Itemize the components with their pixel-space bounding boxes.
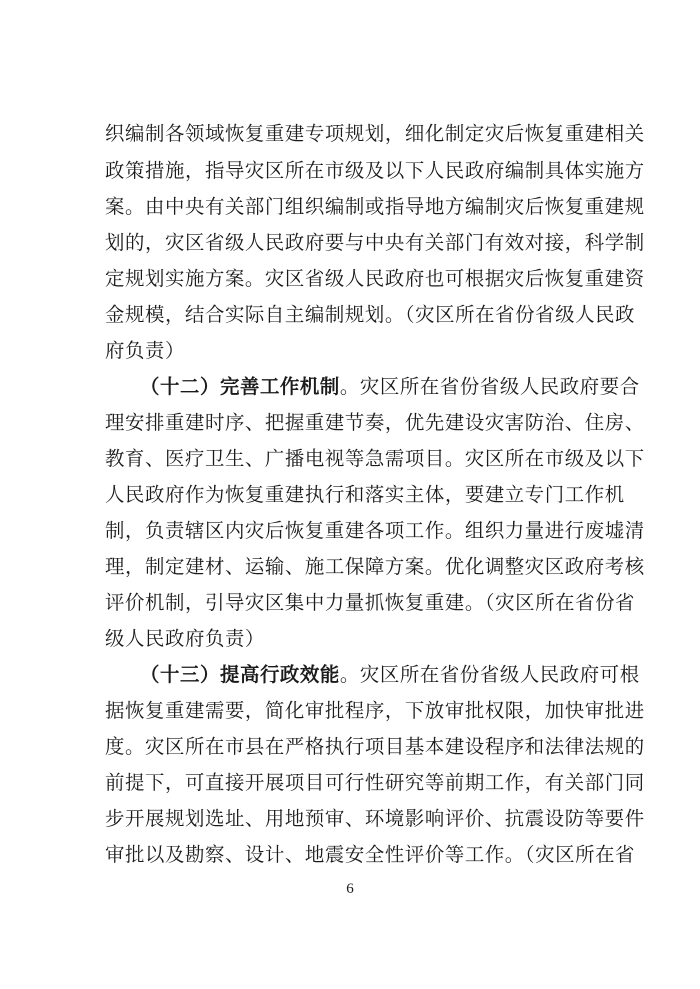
paragraph-line: 理安排重建时序、把握重建节奏，优先建设灾害防治、住房、 (105, 411, 645, 434)
paragraph-line: 教育、医疗卫生、广播电视等急需项目。灾区所在市级及以下 (105, 447, 645, 470)
paragraph-line: 审批以及勘察、设计、地震安全性评价等工作。（灾区所在省 (105, 843, 636, 866)
page-number: 6 (346, 881, 354, 897)
paragraph-line: 度。灾区所在市县在严格执行项目基本建设程序和法律法规的 (105, 735, 645, 758)
paragraph-line: 府负责） (105, 339, 185, 362)
paragraph-line: 政策措施，指导灾区所在市级及以下人民政府编制具体实施方 (105, 159, 645, 182)
paragraph-line: 人民政府作为恢复重建执行和落实主体，要建立专门工作机 (105, 483, 625, 506)
paragraph-text: 。灾区所在省份省级人民政府要合 (339, 375, 640, 398)
paragraph-line: 前提下，可直接开展项目可行性研究等前期工作，有关部门同 (105, 771, 645, 794)
paragraph-line: 案。由中央有关部门组织编制或指导地方编制灾后恢复重建规 (105, 195, 645, 218)
paragraph-line: 步开展规划选址、用地预审、环境影响评价、抗震设防等要件 (105, 807, 645, 830)
paragraph-line: 织编制各领域恢复重建专项规划，细化制定灾后恢复重建相关 (105, 122, 645, 145)
paragraph-line: 划的，灾区省级人民政府要与中央有关部门有效对接，科学制 (105, 231, 645, 254)
paragraph-line: 评价机制，引导灾区集中力量抓恢复重建。（灾区所在省份省 (105, 591, 636, 614)
paragraph-line: 定规划实施方案。灾区省级人民政府也可根据灾后恢复重建资 (105, 267, 645, 290)
paragraph-line: 金规模，结合实际自主编制规划。（灾区所在省份省级人民政 (105, 303, 636, 326)
paragraph-line: 理，制定建材、运输、施工保障方案。优化调整灾区政府考核 (105, 555, 645, 578)
paragraph-line: 制，负责辖区内灾后恢复重建各项工作。组织力量进行废墟清 (105, 519, 645, 542)
paragraph-first-line (140, 375, 640, 400)
paragraph-first-line (140, 663, 640, 688)
paragraph-text: 。灾区所在省份省级人民政府可根 (339, 663, 640, 686)
section-heading: （十二）完善工作机制 (140, 375, 340, 398)
paragraph-line: 级人民政府负责） (105, 627, 265, 650)
section-heading: （十三）提高行政效能 (140, 663, 340, 686)
paragraph-line: 据恢复重建需要，简化审批程序，下放审批权限，加快审批进 (105, 699, 645, 722)
